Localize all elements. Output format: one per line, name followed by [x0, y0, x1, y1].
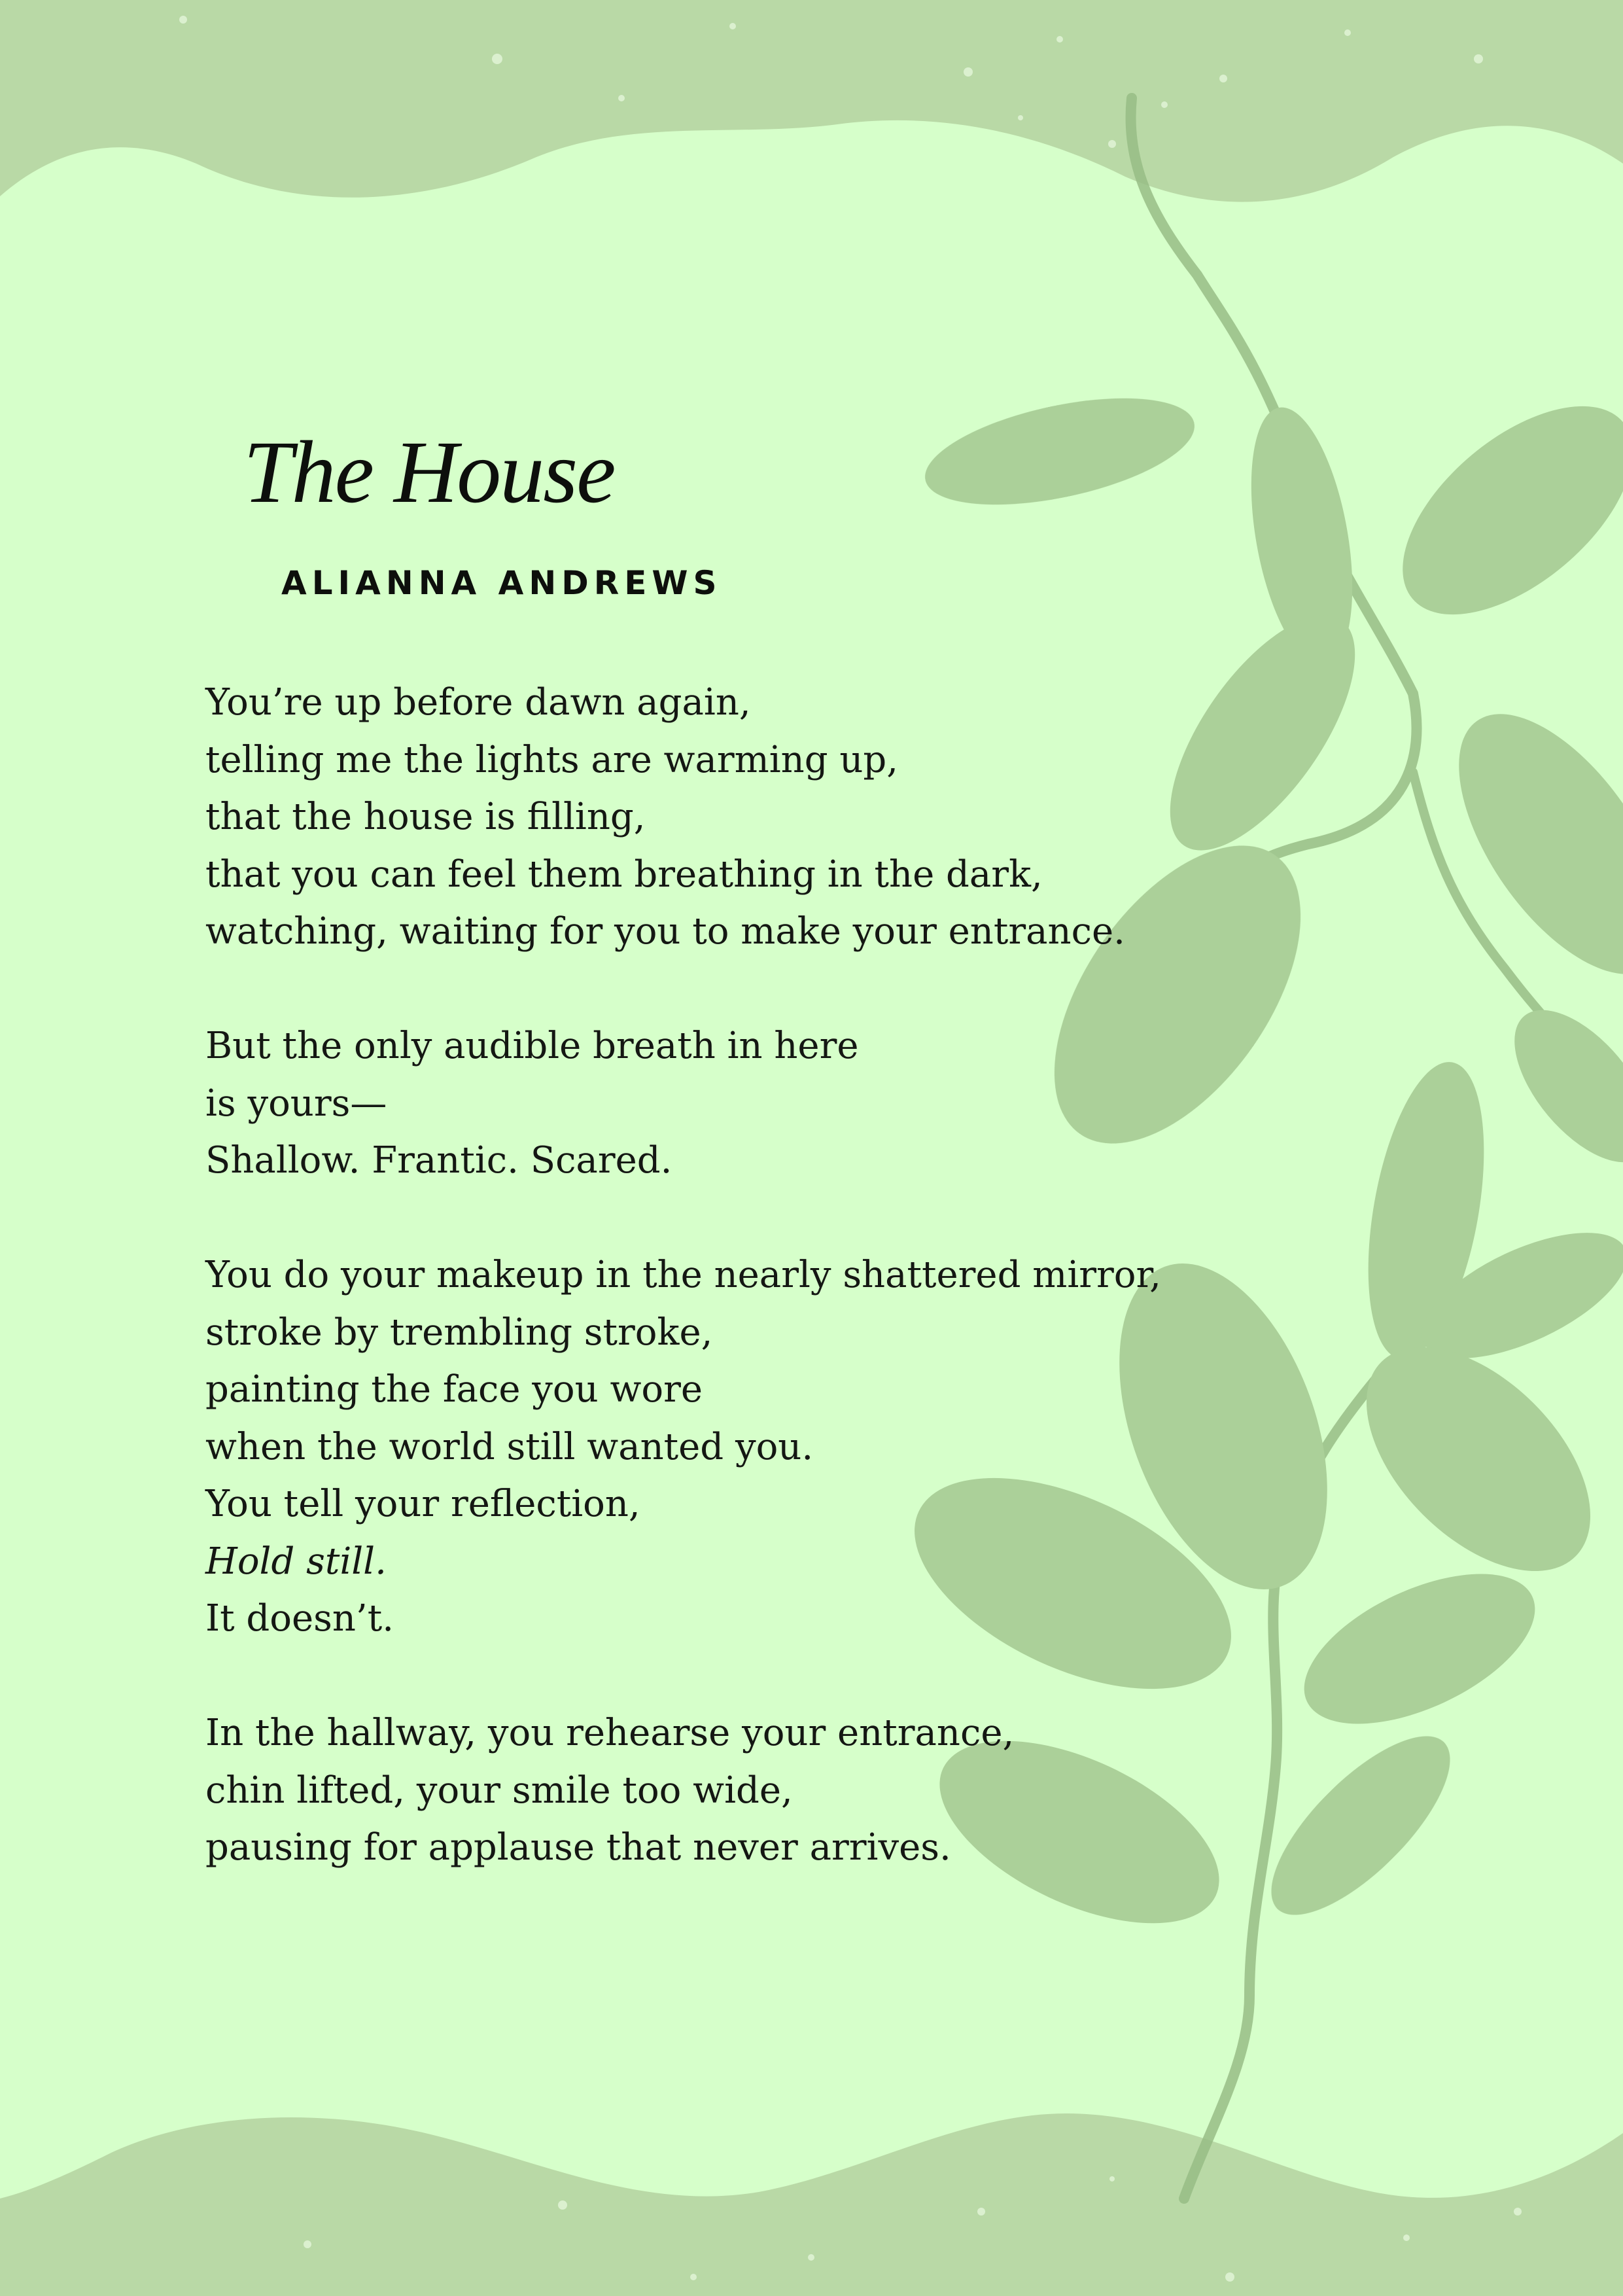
- poem-line: It doesn’t.: [205, 1597, 394, 1640]
- poem-title: The House: [243, 423, 615, 521]
- poem-line: But the only audible breath in here: [205, 1025, 859, 1067]
- poem-line: that you can feel them breathing in the dark,: [205, 853, 1043, 896]
- poem-line: pausing for applause that never arrives.: [205, 1826, 951, 1869]
- poem-line: Shallow. Frantic. Scared.: [205, 1139, 672, 1182]
- poem-line: You do your makeup in the nearly shattered mirror,: [205, 1254, 1161, 1296]
- poem-line: that the house is filling,: [205, 796, 646, 838]
- poem-line-italic: Hold still.: [205, 1540, 387, 1583]
- poem-line: chin lifted, your smile too wide,: [205, 1769, 793, 1812]
- stanza-4: [205, 1704, 1187, 1877]
- leaf: [1282, 1543, 1557, 1755]
- poem-line: You tell your reflection,: [205, 1483, 640, 1525]
- poem-line: stroke by trembling stroke,: [205, 1311, 713, 1354]
- poem-line: In the hallway, you rehearse your entrance,: [205, 1712, 1015, 1754]
- stanza-2: [205, 1017, 1187, 1190]
- poem-line: You’re up before dawn again,: [205, 681, 751, 724]
- bottom-wave-band: [0, 2113, 1623, 2296]
- top-wave-band: [0, 0, 1623, 202]
- poem-body: [205, 674, 1187, 1934]
- stanza-1: [205, 674, 1187, 961]
- poem-line: is yours—: [205, 1082, 387, 1125]
- leaf: [1418, 680, 1623, 1009]
- poem-line: painting the face you wore: [205, 1368, 703, 1411]
- leaf: [1489, 987, 1623, 1186]
- poem-line: when the world still wanted you.: [205, 1425, 814, 1468]
- poem-line: watching, waiting for you to make your entrance.: [205, 910, 1125, 953]
- leaf: [916, 378, 1204, 525]
- leaf: [1366, 367, 1623, 654]
- poem-line: telling me the lights are warming up,: [205, 738, 899, 781]
- poem-author: ALIANNA ANDREWS: [281, 564, 722, 602]
- stanza-3: [205, 1246, 1187, 1648]
